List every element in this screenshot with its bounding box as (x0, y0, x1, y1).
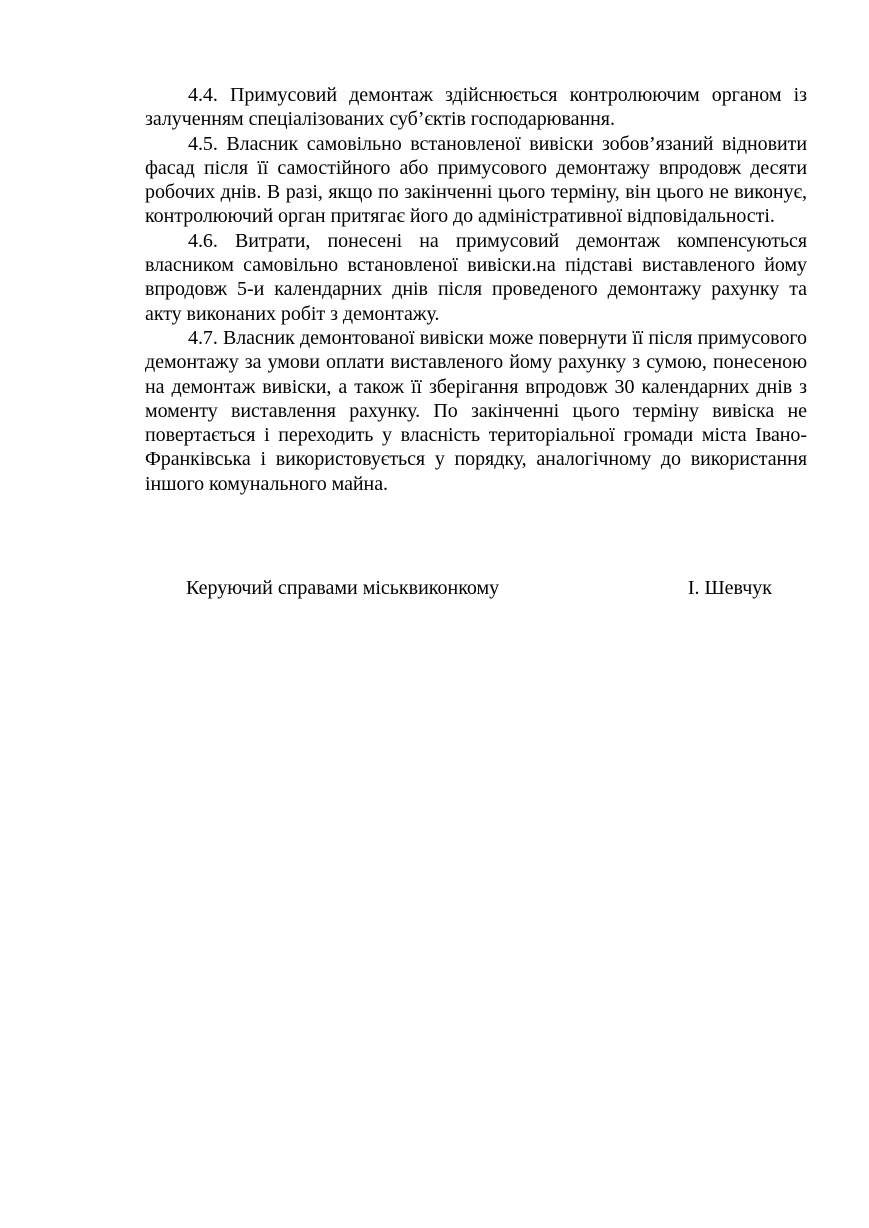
paragraph-4-5: 4.5. Власник самовільно встановленої вивіски зобов’язаний відновити фасад після її самостійного або примусового демонтажу впродовж десяти робочих днів. В разі, якщо по закінченні цього терміну, він цього не виконує, контролюючий орган притягає його до адміністративної відповідальності. (145, 132, 807, 228)
document-body (145, 83, 807, 496)
signature-block (186, 575, 772, 601)
paragraph-4-4: 4.4. Примусовий демонтаж здійснюється контролюючим органом із залученням спеціалізованих суб’єктів господарювання. (145, 84, 807, 131)
paragraph-4-6: 4.6. Витрати, понесені на примусовий демонтаж компенсуються власником самовільно встановленої вивіски.на підставі виставленого йому впродовж 5-и календарних днів після проведеного демонтажу рахунку та акту виконаних робіт з демонтажу. (145, 229, 807, 325)
paragraph-4-7: 4.7. Власник демонтованої вивіски може повернути її після примусового демонтажу за умови оплати виставленого йому рахунку з сумою, понесеною на демонтаж вивіски, а також її зберігання впродовж 30 календарних днів з моменту виставлення рахунку. По закінченні цього терміну вивіска не повертається і переходить у власність територіальної громади міста Івано-Франківська і використовується у порядку, аналогічному до використання іншого комунального майна. (145, 326, 807, 495)
signatory-name: І. Шевчук (687, 577, 772, 599)
signatory-position: Керуючий справами міськвиконкому (186, 577, 500, 599)
